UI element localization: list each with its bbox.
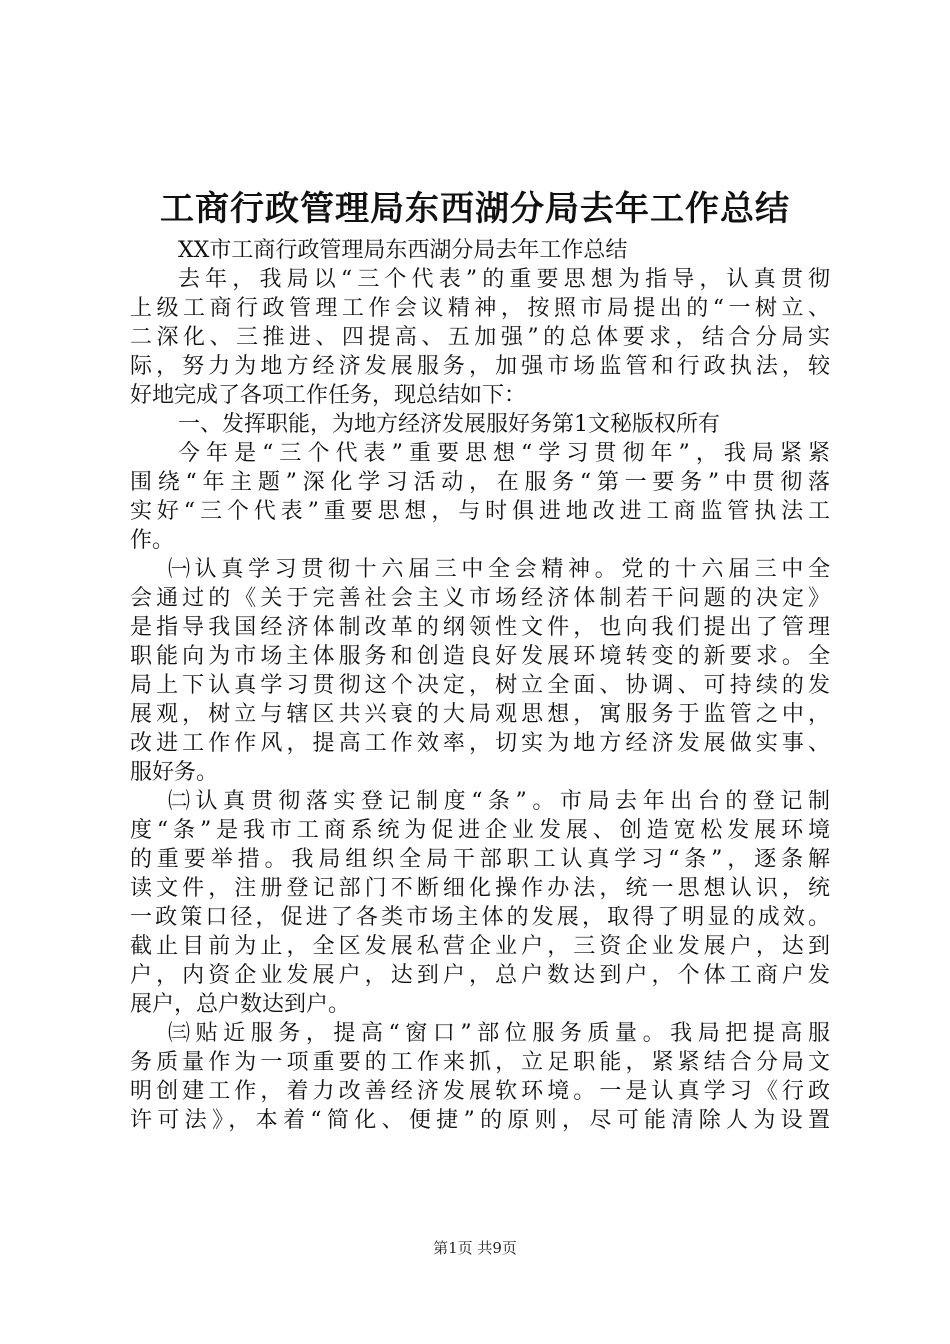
paragraph-line: 作。 [130, 528, 175, 553]
paragraph-line: 围绕“年主题”深化学习活动，在服务“第一要务”中贯彻落 [130, 470, 830, 495]
paragraph-line: 去年，我局以“三个代表”的重要思想为指导，认真贯彻 [178, 267, 830, 292]
paragraph-line: ㈢贴近服务，提高“窗口”部位服务质量。我局把提高服 [168, 1021, 830, 1046]
paragraph-line: 局上下认真学习贯彻这个决定，树立全面、协调、可持续的发 [130, 673, 830, 698]
subtitle-line: XX市工商行政管理局东西湖分局去年工作总结 [178, 238, 628, 263]
paragraph-line: 截止目前为止，全区发展私营企业户，三资企业发展户，达到 [130, 934, 830, 959]
paragraph-line: 展观，树立与辖区共兴衰的大局观思想，寓服务于监管之中， [130, 702, 830, 727]
paragraph-line: 许可法》，本着“简化、便捷”的原则，尽可能清除人为设置 [130, 1108, 830, 1133]
paragraph-line: 二深化、三推进、四提高、五加强”的总体要求，结合分局实 [130, 325, 830, 350]
paragraph-line: 度“条”是我市工商系统为促进企业发展、创造宽松发展环境 [130, 818, 830, 843]
paragraph-line: 上级工商行政管理工作会议精神，按照市局提出的“一树立、 [130, 296, 830, 321]
page-number: 第1页 共9页 [433, 1239, 517, 1257]
paragraph-line: 会通过的《关于完善社会主义市场经济体制若干问题的决定》 [130, 586, 830, 611]
paragraph-line: 今年是“三个代表”重要思想“学习贯彻年”，我局紧紧 [178, 441, 830, 466]
paragraph-line: 实好“三个代表”重要思想，与时俱进地改进工商监管执法工 [130, 499, 830, 524]
paragraph-line: 的重要举措。我局组织全局干部职工认真学习“条”，逐条解 [130, 847, 830, 872]
paragraph-line: 服好务。 [130, 760, 219, 785]
paragraph-line: 读文件，注册登记部门不断细化操作办法，统一思想认识，统 [130, 876, 830, 901]
paragraph-line: 务质量作为一项重要的工作来抓，立足职能，紧紧结合分局文 [130, 1050, 830, 1075]
paragraph-line: 好地完成了各项工作任务，现总结如下： [130, 383, 527, 408]
paragraph-line: 明创建工作，着力改善经济发展软环境。一是认真学习《行政 [130, 1079, 830, 1104]
document-body [130, 236, 830, 1135]
paragraph-line: 改进工作作风，提高工作效率，切实为地方经济发展做实事、 [130, 731, 830, 756]
paragraph-line: 是指导我国经济体制改革的纲领性文件，也向我们提出了管理 [130, 615, 830, 640]
paragraph-line: 户，内资企业发展户，达到户，总户数达到户，个体工商户发 [130, 963, 830, 988]
section-heading: 一、发挥职能，为地方经济发展服好务第1文秘版权所有 [178, 412, 720, 437]
paragraph-line: 际，努力为地方经济发展服务，加强市场监管和行政执法，较 [130, 354, 830, 379]
paragraph-line: 展户，总户数达到户。 [130, 992, 351, 1017]
document-title: 工商行政管理局东西湖分局去年工作总结 [160, 189, 790, 229]
paragraph-line: 一政策口径，促进了各类市场主体的发展，取得了明显的成效。 [130, 905, 830, 930]
paragraph-line: 职能向为市场主体服务和创造良好发展环境转变的新要求。全 [130, 644, 830, 669]
paragraph-line: ㈠认真学习贯彻十六届三中全会精神。党的十六届三中全 [168, 557, 830, 582]
paragraph-line: ㈡认真贯彻落实登记制度“条”。市局去年出台的登记制 [168, 789, 830, 814]
